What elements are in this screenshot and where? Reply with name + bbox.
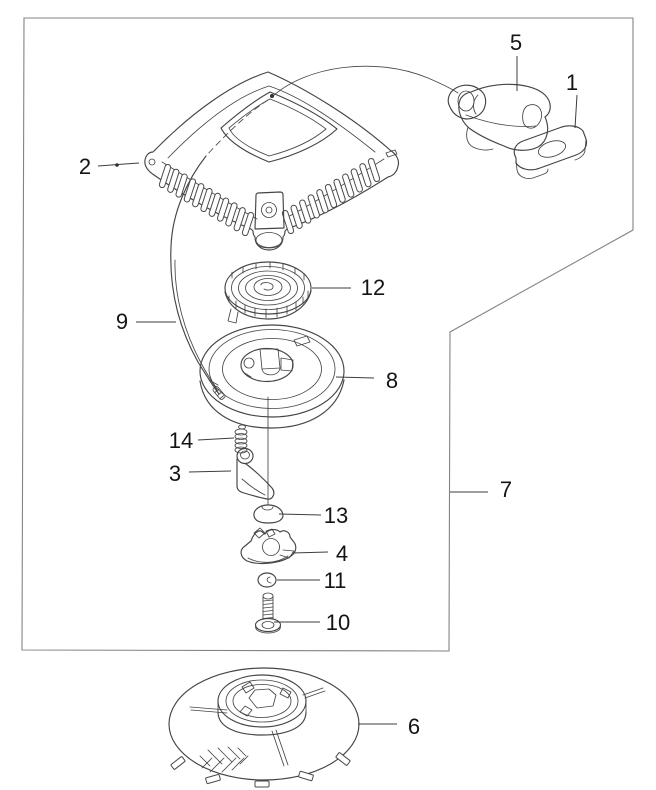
housing-ear-slot-right xyxy=(386,150,397,157)
part-label-5: 5 xyxy=(509,30,523,55)
housing-ear-hole-left xyxy=(149,159,155,165)
leader-line-part-8 xyxy=(336,377,374,378)
part-10-bolt-drawing xyxy=(256,593,281,633)
leader-line-part-13 xyxy=(279,514,321,515)
part-11-washer-drawing xyxy=(258,573,276,587)
part-label-14: 14 xyxy=(168,428,194,453)
reel-rope-clip xyxy=(294,336,310,346)
rope-outlet-hole xyxy=(270,94,274,98)
part-label-12: 12 xyxy=(360,275,386,300)
part-label-2: 2 xyxy=(78,154,92,179)
cup-knurl-pattern xyxy=(200,747,248,772)
part-13-thrust-washer-drawing xyxy=(254,505,283,523)
part-6-starter-cup-drawing xyxy=(169,668,359,787)
part-label-3: 3 xyxy=(168,461,182,486)
part-label-7: 7 xyxy=(499,477,513,502)
part-label-10: 10 xyxy=(325,610,351,635)
leader-line-part-14 xyxy=(198,438,234,440)
part-label-1: 1 xyxy=(565,70,579,95)
part-5-starter-handle-drawing xyxy=(448,84,550,150)
part-8-rope-reel-drawing xyxy=(200,325,344,428)
leader-line-part-1 xyxy=(575,95,577,128)
part-label-4: 4 xyxy=(335,541,349,566)
part-label-8: 8 xyxy=(385,368,399,393)
part-label-9: 9 xyxy=(115,309,129,334)
housing-fins-right xyxy=(282,158,381,235)
part-label-11: 11 xyxy=(323,568,347,593)
part-12-spiral-spring-drawing xyxy=(225,262,311,323)
leader-dot-part-2 xyxy=(115,163,119,167)
part-label-6: 6 xyxy=(407,714,421,739)
part-label-13: 13 xyxy=(323,503,349,528)
leader-line-part-4 xyxy=(292,552,328,553)
part-1-grip-plate-drawing xyxy=(514,126,586,179)
leader-line-part-3 xyxy=(189,471,231,472)
part-2-starter-housing-drawing xyxy=(145,72,399,250)
part-4-ratchet-retainer-drawing xyxy=(241,528,296,563)
